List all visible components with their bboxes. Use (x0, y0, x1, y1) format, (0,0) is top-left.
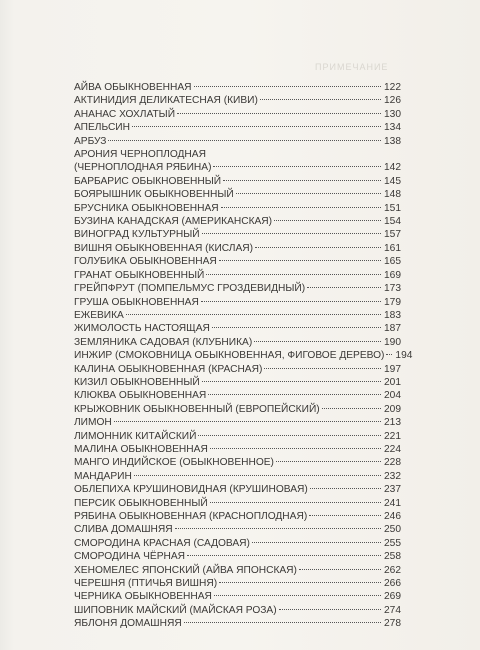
dot-leader (187, 555, 381, 556)
toc-entry-title: ОБЛЕПИХА КРУШИНОВИДНАЯ (КРУШИНОВАЯ) (74, 484, 308, 496)
toc-page-number: 197 (384, 363, 401, 375)
toc-entry (74, 121, 401, 134)
dot-leader (214, 595, 381, 596)
toc-page-number: 201 (384, 376, 401, 388)
toc-entry-title: ГРЕЙПФРУТ (ПОМПЕЛЬМУС ГРОЗДЕВИДНЫЙ) (74, 283, 306, 295)
toc-entry (74, 336, 401, 349)
toc-entry-title: ШИПОВНИК МАЙСКИЙ (МАЙСКАЯ РОЗА) (74, 604, 277, 616)
dot-leader (114, 421, 381, 422)
dot-leader (307, 287, 381, 288)
toc-entry-title: МАНГО ИНДИЙСКОЕ (ОБЫКНОВЕННОЕ) (74, 457, 274, 469)
dot-leader (255, 247, 381, 248)
toc-entry (74, 269, 401, 282)
dot-leader (310, 488, 381, 489)
toc-page-number: 241 (384, 497, 401, 509)
toc-entry-title: ВИНОГРАД КУЛЬТУРНЫЙ (74, 229, 200, 241)
dot-leader (276, 461, 381, 462)
toc-entry (74, 242, 401, 255)
toc-entry-title: КРЫЖОВНИК ОБЫКНОВЕННЫЙ (ЕВРОПЕЙСКИЙ) (74, 403, 320, 415)
dot-leader (206, 274, 381, 275)
toc-page-number: 258 (384, 551, 401, 563)
toc-entry (74, 523, 401, 536)
dot-leader (236, 193, 381, 194)
toc-page-number: 228 (384, 457, 401, 469)
toc-entry-title: КАЛИНА ОБЫКНОВЕННАЯ (КРАСНАЯ) (74, 363, 263, 375)
toc-entry-title: БУЗИНА КАНАДСКАЯ (АМЕРИКАНСКАЯ) (74, 216, 273, 228)
toc-entry-title: ЧЕРНИКА ОБЫКНОВЕННАЯ (74, 591, 212, 603)
toc-entry-title: РЯБИНА ОБЫКНОВЕННАЯ (КРАСНОПЛОДНАЯ) (74, 511, 308, 522)
toc-page-number: 237 (384, 484, 401, 496)
dot-leader (213, 166, 381, 167)
toc-entry (74, 108, 401, 121)
toc-page-number: 145 (384, 175, 401, 187)
toc-entry (74, 537, 401, 550)
toc-entry (74, 81, 401, 94)
dot-leader (279, 609, 381, 610)
dot-leader (219, 582, 381, 583)
toc-entry (74, 456, 401, 469)
toc-entry (74, 443, 401, 456)
toc-entry-title: АКТИНИДИЯ ДЕЛИКАТЕСНАЯ (КИВИ) (74, 95, 258, 107)
dot-leader (201, 301, 381, 302)
toc-page-number: 213 (384, 417, 401, 429)
toc-entry-title: ЕЖЕВИКА (74, 309, 124, 321)
toc-entry (74, 483, 401, 496)
toc-entry-title: ГРАНАТ ОБЫКНОВЕННЫЙ (74, 269, 205, 281)
toc-entry-title: СМОРОДИНА ЧЁРНАЯ (74, 551, 186, 563)
toc-page-number: 157 (384, 229, 401, 241)
toc-entry (74, 577, 401, 590)
toc-page-number: 122 (384, 82, 401, 93)
toc-page-number: 142 (384, 162, 401, 174)
dot-leader (194, 86, 382, 87)
dot-leader (126, 314, 381, 315)
toc-entry-title: ЛИМОННИК КИТАЙСКИЙ (74, 430, 197, 442)
toc-page-number: 165 (384, 256, 401, 268)
toc-page-number: 183 (384, 309, 401, 321)
toc-entry-title: ГРУША ОБЫКНОВЕННАЯ (74, 296, 199, 308)
toc-entry (74, 564, 401, 577)
toc-entry-title: СМОРОДИНА КРАСНАЯ (САДОВАЯ) (74, 537, 250, 549)
toc-entry-title: БОЯРЫШНИК ОБЫКНОВЕННЫЙ (74, 189, 234, 201)
toc-entry (74, 510, 401, 523)
dot-leader (264, 368, 381, 369)
toc-page-number: 224 (384, 443, 401, 455)
toc-entry (74, 188, 401, 201)
dot-leader (108, 140, 381, 141)
toc-entry-title: КЛЮКВА ОБЫКНОВЕННАЯ (74, 390, 207, 402)
toc-entry-title: КИЗИЛ ОБЫКНОВЕННЫЙ (74, 376, 200, 388)
toc-entry-title: БАРБАРИС ОБЫКНОВЕННЫЙ (74, 175, 222, 187)
dot-leader (223, 180, 381, 181)
toc-page-number: 126 (384, 95, 401, 107)
dot-leader (202, 381, 381, 382)
toc-entry-title: СЛИВА ДОМАШНЯЯ (74, 524, 173, 536)
toc-page-number: 179 (384, 296, 401, 308)
toc-page-number: 278 (384, 618, 401, 630)
toc-page-number: 209 (384, 403, 401, 415)
toc-entry (74, 363, 401, 376)
dot-leader (299, 569, 381, 570)
dot-leader (212, 327, 381, 328)
toc-entry-title-line1: АРОНИЯ ЧЕРНОПЛОДНАЯ (74, 149, 206, 161)
dot-leader (208, 394, 381, 395)
toc-page-number: 151 (384, 202, 401, 214)
dot-leader (184, 622, 381, 623)
toc-page-number: 194 (395, 350, 413, 362)
toc-page-number: 173 (384, 283, 401, 295)
toc-entry (74, 282, 401, 295)
toc-page-number: 250 (384, 524, 401, 536)
toc-entry (74, 617, 401, 630)
toc-page-number: 154 (384, 216, 401, 228)
toc-entry-title: АНАНАС ХОХЛАТЫЙ (74, 108, 176, 120)
toc-entry-title: ЗЕМЛЯНИКА САДОВАЯ (КЛУБНИКА) (74, 336, 253, 348)
toc-entry-title: МАЛИНА ОБЫКНОВЕННАЯ (74, 443, 208, 455)
toc-page-number: 246 (384, 511, 401, 522)
toc-page-number: 138 (384, 135, 401, 147)
toc-entry-title-line2: (ЧЕРНОПЛОДНАЯ РЯБИНА) (74, 162, 212, 174)
toc-entry-title: БРУСНИКА ОБЫКНОВЕННАЯ (74, 202, 219, 214)
dot-leader (134, 475, 381, 476)
toc-entry (74, 322, 401, 335)
toc-entry (74, 215, 401, 228)
dot-leader (322, 408, 381, 409)
bleed-through-text: ПРИМЕЧАНИЕ (315, 62, 389, 72)
dot-leader (274, 220, 381, 221)
toc-page-number: 169 (384, 269, 401, 281)
dot-leader (132, 126, 381, 127)
toc-page-number: 204 (384, 390, 401, 402)
dot-leader (198, 435, 381, 436)
toc-entry (74, 376, 401, 389)
toc-page-number: 148 (384, 189, 401, 201)
dot-leader (210, 448, 381, 449)
toc-entry (74, 403, 401, 416)
toc-entry-title: ИНЖИР (СМОКОВНИЦА ОБЫКНОВЕННАЯ, ФИГОВОЕ ДЕРЕВО) (74, 350, 385, 362)
toc-entry (74, 135, 401, 148)
toc-page-number: 161 (384, 242, 401, 254)
toc-page-number: 266 (384, 578, 401, 590)
dot-leader (175, 528, 381, 529)
toc-entry (74, 228, 401, 241)
dot-leader (260, 99, 381, 100)
toc-entry-title: ЯБЛОНЯ ДОМАШНЯЯ (74, 618, 182, 630)
toc-entry (74, 309, 401, 322)
toc-entry-title: АЙВА ОБЫКНОВЕННАЯ (74, 82, 192, 93)
toc-entry (74, 497, 401, 510)
toc-entry-title: МАНДАРИН (74, 470, 132, 482)
toc-entry (74, 430, 401, 443)
toc-entry (74, 255, 401, 268)
toc-entry (74, 296, 401, 309)
toc-entry-title: ЖИМОЛОСТЬ НАСТОЯЩАЯ (74, 323, 210, 335)
toc-page-number: 221 (384, 430, 401, 442)
toc-entry (74, 590, 401, 603)
table-of-contents (74, 81, 413, 631)
toc-entry-title: ГОЛУБИКА ОБЫКНОВЕННАЯ (74, 256, 217, 268)
toc-page-number: 232 (384, 470, 401, 482)
toc-page-number: 134 (384, 122, 401, 134)
toc-entry-title: АРБУЗ (74, 135, 107, 147)
toc-entry-title: ЧЕРЕШНЯ (ПТИЧЬЯ ВИШНЯ) (74, 578, 218, 590)
toc-entry (74, 604, 401, 617)
dot-leader (221, 207, 381, 208)
dot-leader (202, 233, 381, 234)
toc-entry (74, 416, 401, 429)
toc-entry (74, 470, 401, 483)
toc-page-number: 187 (384, 323, 401, 335)
toc-entry (74, 389, 401, 402)
toc-entry (74, 148, 401, 175)
toc-page-number: 130 (384, 108, 401, 120)
toc-page-number: 269 (384, 591, 401, 603)
toc-page-number: 262 (384, 564, 401, 576)
toc-page-number: 255 (384, 537, 401, 549)
dot-leader (210, 502, 381, 503)
toc-entry (74, 202, 401, 215)
dot-leader (386, 354, 392, 355)
dot-leader (177, 113, 381, 114)
dot-leader (252, 542, 381, 543)
dot-leader (309, 515, 381, 516)
toc-entry-title: ПЕРСИК ОБЫКНОВЕННЫЙ (74, 497, 208, 509)
toc-entry-title: ЛИМОН (74, 417, 112, 429)
dot-leader (219, 260, 381, 261)
toc-entry-title: АПЕЛЬСИН (74, 122, 130, 134)
toc-page-number: 274 (384, 604, 401, 616)
dot-leader (254, 341, 381, 342)
toc-entry (74, 349, 413, 362)
toc-entry (74, 550, 401, 563)
toc-page-number: 190 (384, 336, 401, 348)
toc-entry (74, 94, 401, 107)
toc-entry-title: ХЕНОМЕЛЕС ЯПОНСКИЙ (АЙВА ЯПОНСКАЯ) (74, 564, 297, 576)
toc-entry (74, 175, 401, 188)
toc-entry-title: ВИШНЯ ОБЫКНОВЕННАЯ (КИСЛАЯ) (74, 242, 254, 254)
